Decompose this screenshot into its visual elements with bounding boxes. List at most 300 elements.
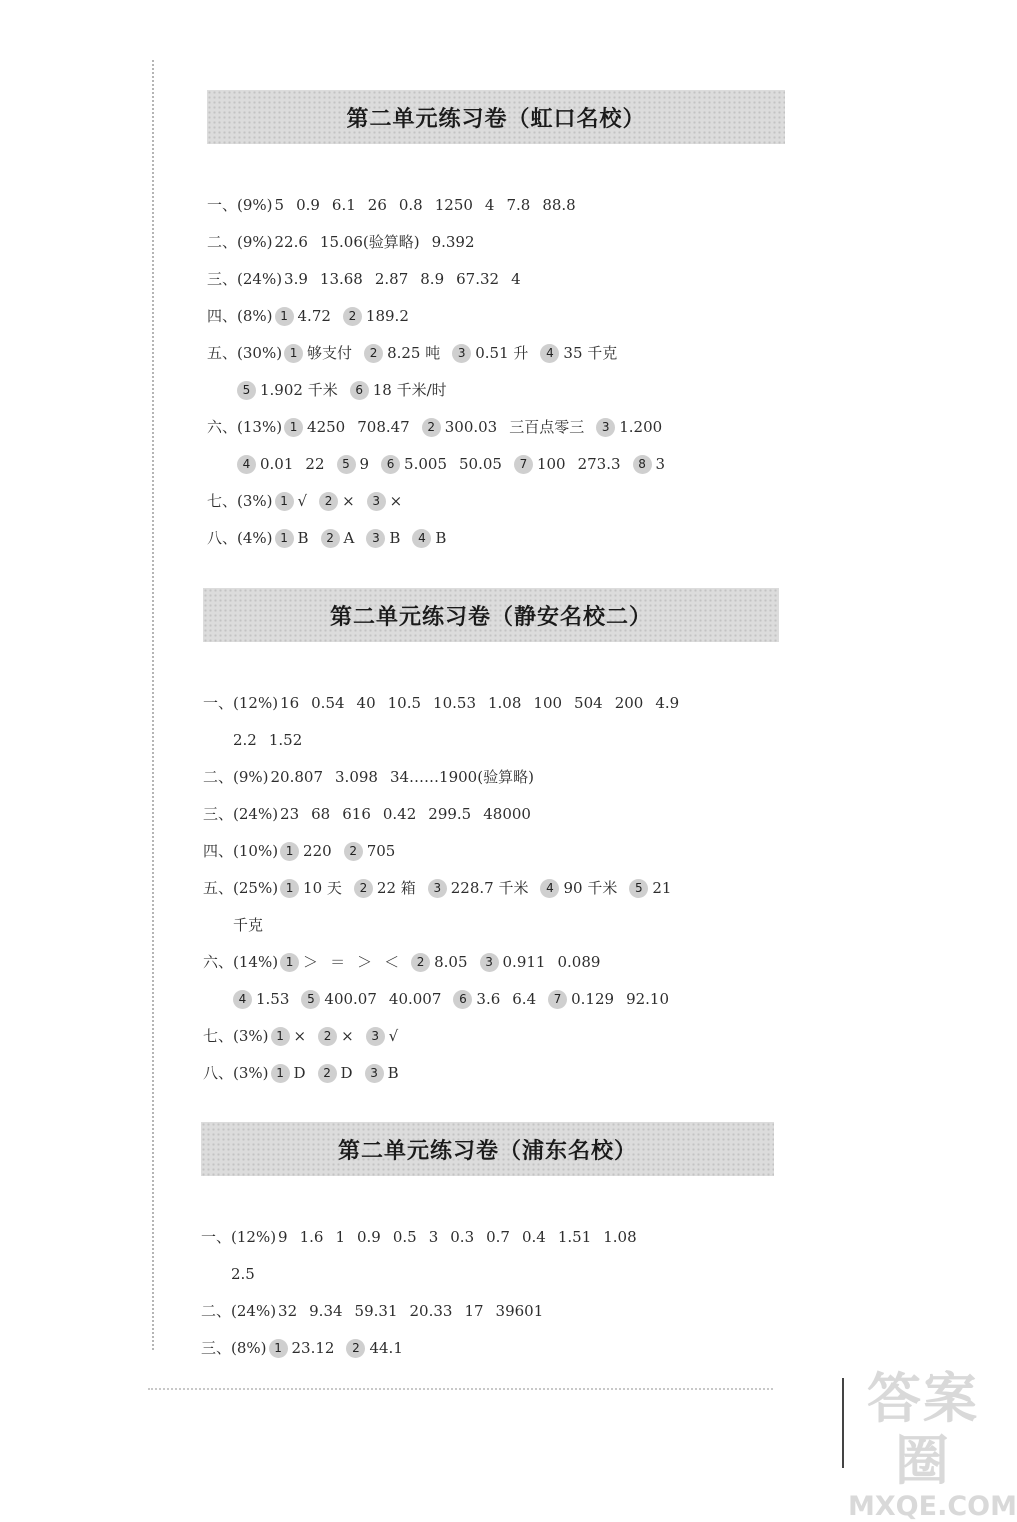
answer-item bbox=[485, 196, 495, 214]
section-banner bbox=[207, 90, 785, 144]
answer-value: 0.8 bbox=[398, 196, 423, 214]
answer-value: × bbox=[293, 1027, 307, 1045]
answer-value: 2.87 bbox=[374, 270, 409, 288]
circled-number: 5 bbox=[301, 990, 320, 1009]
answer-value: 21 bbox=[652, 879, 672, 897]
answer-value: 0.51 升 bbox=[475, 344, 529, 362]
answer-value: 0.9 bbox=[357, 1228, 381, 1246]
circled-number: 3 bbox=[452, 344, 471, 363]
answer-item bbox=[330, 953, 345, 971]
answer-item bbox=[393, 1228, 417, 1246]
answer-item bbox=[237, 381, 338, 399]
question-label: 三、(24%) bbox=[207, 270, 283, 288]
circled-number: 4 bbox=[540, 879, 559, 898]
answer-item bbox=[233, 916, 263, 934]
circled-number: 2 bbox=[318, 1064, 337, 1083]
answer-item bbox=[300, 1228, 324, 1246]
circled-number: 1 bbox=[275, 529, 294, 548]
circled-number: 6 bbox=[350, 381, 369, 400]
answer-value: 1.6 bbox=[299, 1228, 324, 1246]
answer-item bbox=[459, 455, 502, 473]
answer-item bbox=[435, 196, 473, 214]
answer-item bbox=[411, 953, 467, 971]
circled-number: 2 bbox=[411, 953, 430, 972]
question-label: 八、(3%) bbox=[203, 1064, 269, 1082]
answer-value: √ bbox=[297, 492, 308, 510]
answer-item bbox=[428, 879, 529, 897]
answer-item bbox=[574, 694, 603, 712]
answer-value: 23.12 bbox=[291, 1339, 335, 1357]
answer-line bbox=[201, 1219, 774, 1256]
answer-value: 9.392 bbox=[431, 233, 475, 251]
answer-value: 50.05 bbox=[459, 455, 502, 473]
answer-value: 0.01 bbox=[260, 455, 294, 473]
question-label: 四、(10%) bbox=[203, 842, 279, 860]
circled-number: 3 bbox=[366, 1027, 385, 1046]
circled-number: 2 bbox=[321, 529, 340, 548]
answer-item bbox=[388, 694, 421, 712]
answer-value: 3 bbox=[655, 455, 666, 473]
answer-value: 13.68 bbox=[319, 270, 363, 288]
circled-number: 3 bbox=[596, 418, 615, 437]
section-hongkou bbox=[207, 90, 785, 557]
answer-item bbox=[357, 953, 372, 971]
answer-item bbox=[633, 455, 666, 473]
answer-value: 59.31 bbox=[354, 1302, 398, 1320]
circled-number: 1 bbox=[275, 492, 294, 511]
answer-value: 22 bbox=[305, 455, 325, 473]
answer-value: B bbox=[387, 1064, 399, 1082]
answer-item bbox=[343, 307, 409, 325]
answer-item bbox=[452, 344, 528, 362]
section-title: 第二单元练习卷（虹口名校） bbox=[346, 106, 646, 132]
answer-item bbox=[309, 1302, 342, 1320]
answer-line bbox=[203, 833, 779, 870]
answer-value: 千克 bbox=[233, 916, 264, 934]
circled-number: 1 bbox=[284, 344, 303, 363]
answer-item bbox=[342, 805, 371, 823]
answer-value: 4250 bbox=[307, 418, 346, 436]
circled-number: 3 bbox=[480, 953, 499, 972]
circled-number: 1 bbox=[269, 1339, 288, 1358]
question-label: 三、(8%) bbox=[201, 1339, 267, 1357]
answer-value: 22.6 bbox=[274, 233, 308, 251]
answer-value: 708.47 bbox=[357, 418, 410, 436]
answer-value: 够支付 bbox=[307, 344, 353, 362]
answer-item bbox=[512, 990, 536, 1008]
answer-value: 2.2 bbox=[233, 731, 257, 749]
answer-item bbox=[301, 990, 377, 1008]
answer-item bbox=[540, 344, 617, 362]
answer-value: 705 bbox=[366, 842, 396, 860]
circled-number: 4 bbox=[540, 344, 559, 363]
answer-value: 273.3 bbox=[577, 455, 621, 473]
answer-value: 68 bbox=[311, 805, 331, 823]
question-label: 一、(12%) bbox=[203, 694, 279, 712]
question-label: 六、(14%) bbox=[203, 953, 279, 971]
answer-item bbox=[368, 196, 387, 214]
answer-value: 0.9 bbox=[296, 196, 320, 214]
answer-item bbox=[278, 1228, 288, 1246]
answer-item bbox=[319, 492, 355, 510]
question-label: 四、(8%) bbox=[207, 307, 273, 325]
answer-line bbox=[207, 187, 785, 224]
answer-value: 10.5 bbox=[387, 694, 422, 712]
answer-item bbox=[483, 805, 531, 823]
circled-number: 2 bbox=[343, 307, 362, 326]
answer-item bbox=[578, 455, 621, 473]
answer-line bbox=[203, 796, 779, 833]
answer-item bbox=[453, 990, 500, 1008]
circled-number: 4 bbox=[412, 529, 431, 548]
circled-number: 1 bbox=[280, 842, 299, 861]
answer-item bbox=[280, 879, 342, 897]
answer-line bbox=[201, 1330, 774, 1367]
answer-item bbox=[231, 1265, 255, 1283]
answer-value: 1 bbox=[335, 1228, 345, 1246]
answer-item bbox=[284, 344, 352, 362]
answer-value: B bbox=[389, 529, 401, 547]
answer-value: 4.9 bbox=[655, 694, 680, 712]
answer-value: 5 bbox=[274, 196, 285, 214]
answer-lines bbox=[203, 685, 779, 1092]
circled-number: 5 bbox=[237, 381, 256, 400]
answer-value: 300.03 bbox=[444, 418, 498, 436]
answer-value: 20.807 bbox=[270, 768, 324, 786]
answer-item bbox=[237, 455, 293, 473]
answer-item bbox=[366, 1027, 399, 1045]
answer-item bbox=[364, 344, 440, 362]
answer-item bbox=[271, 1064, 306, 1082]
answer-line bbox=[203, 759, 779, 796]
answer-value: × bbox=[342, 492, 355, 510]
answer-item bbox=[357, 418, 410, 436]
circled-number: 7 bbox=[548, 990, 567, 1009]
answer-line bbox=[207, 483, 785, 520]
answer-value: 4.72 bbox=[297, 307, 331, 325]
answer-value: √ bbox=[388, 1027, 399, 1045]
watermark-domain: MXQE.COM bbox=[848, 1491, 1017, 1522]
circled-number: 1 bbox=[271, 1064, 290, 1083]
answer-item bbox=[280, 953, 318, 971]
answer-value: 400.07 bbox=[324, 990, 377, 1008]
answer-item bbox=[357, 1228, 381, 1246]
circled-number: 3 bbox=[367, 492, 386, 511]
answer-value: A bbox=[343, 529, 355, 547]
answer-item bbox=[350, 381, 447, 399]
section-title: 第二单元练习卷（静安名校二） bbox=[329, 604, 652, 630]
answer-value: 1.52 bbox=[268, 731, 303, 749]
answer-value: 8.05 bbox=[434, 953, 468, 971]
answer-value: 0.3 bbox=[450, 1228, 475, 1246]
answer-value: 9 bbox=[278, 1228, 288, 1246]
answer-value: 67.32 bbox=[456, 270, 500, 288]
answer-value: 32 bbox=[278, 1302, 298, 1320]
answer-value: 39601 bbox=[495, 1302, 544, 1320]
answer-value: 4 bbox=[511, 270, 521, 288]
answer-value: 6.4 bbox=[512, 990, 537, 1008]
answer-item bbox=[320, 270, 363, 288]
answer-value: 8.9 bbox=[420, 270, 445, 288]
section-banner bbox=[201, 1122, 774, 1176]
answer-item bbox=[335, 768, 378, 786]
answer-value: B bbox=[435, 529, 447, 547]
section-banner bbox=[203, 588, 779, 642]
question-label: 六、(13%) bbox=[207, 418, 283, 436]
answer-item bbox=[522, 1228, 546, 1246]
answer-value: 48000 bbox=[483, 805, 531, 823]
answer-item bbox=[233, 731, 257, 749]
answer-item bbox=[278, 1302, 297, 1320]
answer-item bbox=[540, 879, 617, 897]
circled-number: 1 bbox=[271, 1027, 290, 1046]
answer-item bbox=[375, 270, 408, 288]
answer-value: 3.6 bbox=[476, 990, 501, 1008]
answer-value: 1.08 bbox=[603, 1228, 637, 1246]
answer-value: × bbox=[341, 1027, 354, 1045]
answer-value: 189.2 bbox=[365, 307, 409, 325]
answer-value: 100 bbox=[536, 455, 566, 473]
answer-value: 9.34 bbox=[309, 1302, 343, 1320]
answer-item bbox=[280, 842, 332, 860]
answer-item bbox=[305, 455, 324, 473]
answer-item bbox=[357, 694, 376, 712]
answer-item bbox=[365, 1064, 399, 1082]
question-label: 五、(25%) bbox=[203, 879, 279, 897]
answer-value: 10.53 bbox=[433, 694, 476, 712]
corner-crop-mark bbox=[842, 1378, 844, 1468]
answer-line bbox=[207, 335, 785, 372]
answer-item bbox=[596, 418, 662, 436]
answer-item bbox=[429, 1228, 439, 1246]
circled-number: 5 bbox=[629, 879, 648, 898]
answer-item bbox=[275, 233, 308, 251]
answer-item bbox=[318, 1064, 353, 1082]
answer-value: 3.098 bbox=[335, 768, 378, 786]
answer-line bbox=[207, 372, 785, 409]
answer-value: 0.911 bbox=[502, 953, 546, 971]
answer-line bbox=[203, 1018, 779, 1055]
binding-margin-line bbox=[152, 60, 154, 1350]
answer-line bbox=[203, 944, 779, 981]
answer-value: 1.200 bbox=[619, 418, 663, 436]
answer-value: 1.53 bbox=[256, 990, 290, 1008]
answer-item bbox=[488, 694, 521, 712]
answer-item bbox=[269, 1339, 335, 1357]
answer-value: 40 bbox=[356, 694, 376, 712]
answer-item bbox=[629, 879, 671, 897]
answer-value: 16 bbox=[280, 694, 300, 712]
answer-item bbox=[433, 694, 476, 712]
answer-item bbox=[456, 270, 499, 288]
answer-item bbox=[275, 307, 331, 325]
answer-item bbox=[384, 953, 399, 971]
answer-item bbox=[533, 694, 562, 712]
answer-item bbox=[355, 1302, 398, 1320]
answer-value: 504 bbox=[574, 694, 603, 712]
question-label: 七、(3%) bbox=[203, 1027, 269, 1045]
question-label: 一、(12%) bbox=[201, 1228, 277, 1246]
answer-line bbox=[207, 446, 785, 483]
answer-line bbox=[203, 1055, 779, 1092]
answer-line bbox=[207, 298, 785, 335]
answer-item bbox=[383, 805, 416, 823]
answer-value: 4 bbox=[484, 196, 495, 214]
circled-number: 2 bbox=[319, 492, 338, 511]
answer-item bbox=[381, 455, 447, 473]
answer-item bbox=[420, 270, 444, 288]
answer-item bbox=[311, 694, 344, 712]
answer-line bbox=[203, 981, 779, 1018]
circled-number: 3 bbox=[366, 529, 385, 548]
answer-item bbox=[271, 768, 324, 786]
answer-item bbox=[558, 1228, 591, 1246]
answer-item bbox=[514, 455, 566, 473]
answer-value: 220 bbox=[303, 842, 332, 860]
answer-value: 5.005 bbox=[404, 455, 447, 473]
answer-item bbox=[318, 1027, 354, 1045]
answer-item bbox=[332, 196, 356, 214]
answer-value: 92.10 bbox=[626, 990, 670, 1008]
answer-value: 26 bbox=[367, 196, 387, 214]
answer-value: ＝ bbox=[330, 953, 346, 971]
answer-line bbox=[207, 409, 785, 446]
answer-item bbox=[320, 233, 420, 251]
answer-value: 15.06(验算略) bbox=[319, 233, 420, 251]
answer-value: × bbox=[389, 492, 403, 510]
answer-value: 18 千米/时 bbox=[372, 381, 447, 399]
answer-value: 8.25 吨 bbox=[387, 344, 441, 362]
answer-item bbox=[542, 196, 575, 214]
answer-value: 1250 bbox=[434, 196, 473, 214]
circled-number: 5 bbox=[337, 455, 356, 474]
answer-item bbox=[284, 270, 308, 288]
answer-value: 0.7 bbox=[486, 1228, 510, 1246]
answer-item bbox=[311, 805, 330, 823]
answer-item bbox=[344, 842, 396, 860]
answer-item bbox=[275, 492, 308, 510]
answer-item bbox=[480, 953, 546, 971]
circled-number: 2 bbox=[364, 344, 383, 363]
answer-item bbox=[496, 1302, 544, 1320]
circled-number: 4 bbox=[233, 990, 252, 1009]
answer-value: 20.33 bbox=[409, 1302, 453, 1320]
watermark-logo: 答案圈 bbox=[867, 1367, 979, 1492]
answer-value: 三百点零三 bbox=[509, 418, 585, 436]
circled-number: 1 bbox=[280, 953, 299, 972]
circled-number: 3 bbox=[365, 1064, 384, 1083]
answer-value: 0.129 bbox=[571, 990, 615, 1008]
answer-value: 2.5 bbox=[231, 1265, 255, 1283]
answer-value: 22 箱 bbox=[376, 879, 416, 897]
answer-value: 7.8 bbox=[506, 196, 531, 214]
answer-item bbox=[354, 879, 416, 897]
answer-value: 100 bbox=[533, 694, 563, 712]
answer-value: ＞ bbox=[303, 953, 319, 971]
answer-item bbox=[432, 233, 475, 251]
answer-item bbox=[366, 529, 400, 547]
answer-line bbox=[207, 261, 785, 298]
answer-item bbox=[509, 418, 584, 436]
answer-item bbox=[603, 1228, 636, 1246]
answer-line bbox=[207, 520, 785, 557]
answer-item bbox=[428, 805, 471, 823]
answer-item bbox=[367, 492, 403, 510]
answer-item bbox=[655, 694, 679, 712]
answer-item bbox=[450, 1228, 474, 1246]
answer-line bbox=[203, 870, 779, 907]
answer-value: ＜ bbox=[384, 953, 400, 971]
answer-value: 0.4 bbox=[521, 1228, 546, 1246]
answer-line bbox=[201, 1256, 774, 1293]
answer-value: 9 bbox=[359, 455, 370, 473]
answer-line bbox=[203, 907, 779, 944]
question-label: 五、(30%) bbox=[207, 344, 283, 362]
answer-item bbox=[321, 529, 355, 547]
answer-line bbox=[201, 1293, 774, 1330]
section-jingan bbox=[203, 588, 779, 1092]
circled-number: 8 bbox=[633, 455, 652, 474]
circled-number: 6 bbox=[381, 455, 400, 474]
answer-item bbox=[506, 196, 530, 214]
answer-item bbox=[269, 731, 302, 749]
answer-value: 1.902 千米 bbox=[260, 381, 338, 399]
answer-item bbox=[275, 196, 285, 214]
circled-number: 6 bbox=[453, 990, 472, 1009]
answer-item bbox=[280, 805, 299, 823]
answer-item bbox=[389, 990, 442, 1008]
answer-value: 0.42 bbox=[382, 805, 417, 823]
answer-item bbox=[615, 694, 644, 712]
circled-number: 2 bbox=[422, 418, 441, 437]
circled-number: 1 bbox=[284, 418, 303, 437]
answer-lines bbox=[207, 187, 785, 557]
answer-item bbox=[511, 270, 521, 288]
answer-value: 1.51 bbox=[557, 1228, 592, 1246]
question-label: 一、(9%) bbox=[207, 196, 273, 214]
answer-value: D bbox=[293, 1064, 306, 1082]
answer-lines bbox=[201, 1219, 774, 1367]
circled-number: 3 bbox=[428, 879, 447, 898]
answer-item bbox=[626, 990, 669, 1008]
answer-value: D bbox=[340, 1064, 353, 1082]
answer-value: B bbox=[297, 529, 309, 547]
answer-value: 90 千米 bbox=[563, 879, 618, 897]
answer-item bbox=[399, 196, 423, 214]
answer-value: 200 bbox=[614, 694, 644, 712]
circled-number: 1 bbox=[275, 307, 294, 326]
answer-line bbox=[207, 224, 785, 261]
footer-divider bbox=[148, 1388, 773, 1390]
answer-item bbox=[410, 1302, 453, 1320]
answer-value: 17 bbox=[464, 1302, 484, 1320]
circled-number: 4 bbox=[237, 455, 256, 474]
answer-item bbox=[464, 1302, 483, 1320]
answer-value: 0.5 bbox=[392, 1228, 417, 1246]
circled-number: 1 bbox=[280, 879, 299, 898]
section-pudong bbox=[201, 1122, 774, 1367]
answer-value: 10 天 bbox=[303, 879, 342, 897]
answer-line bbox=[203, 685, 779, 722]
answer-item bbox=[271, 1027, 307, 1045]
circled-number: 2 bbox=[318, 1027, 337, 1046]
answer-value: 6.1 bbox=[331, 196, 356, 214]
question-label: 三、(24%) bbox=[203, 805, 279, 823]
answer-value: 44.1 bbox=[369, 1339, 403, 1357]
answer-value: 40.007 bbox=[388, 990, 442, 1008]
answer-value: 23 bbox=[280, 805, 300, 823]
question-label: 二、(9%) bbox=[203, 768, 269, 786]
